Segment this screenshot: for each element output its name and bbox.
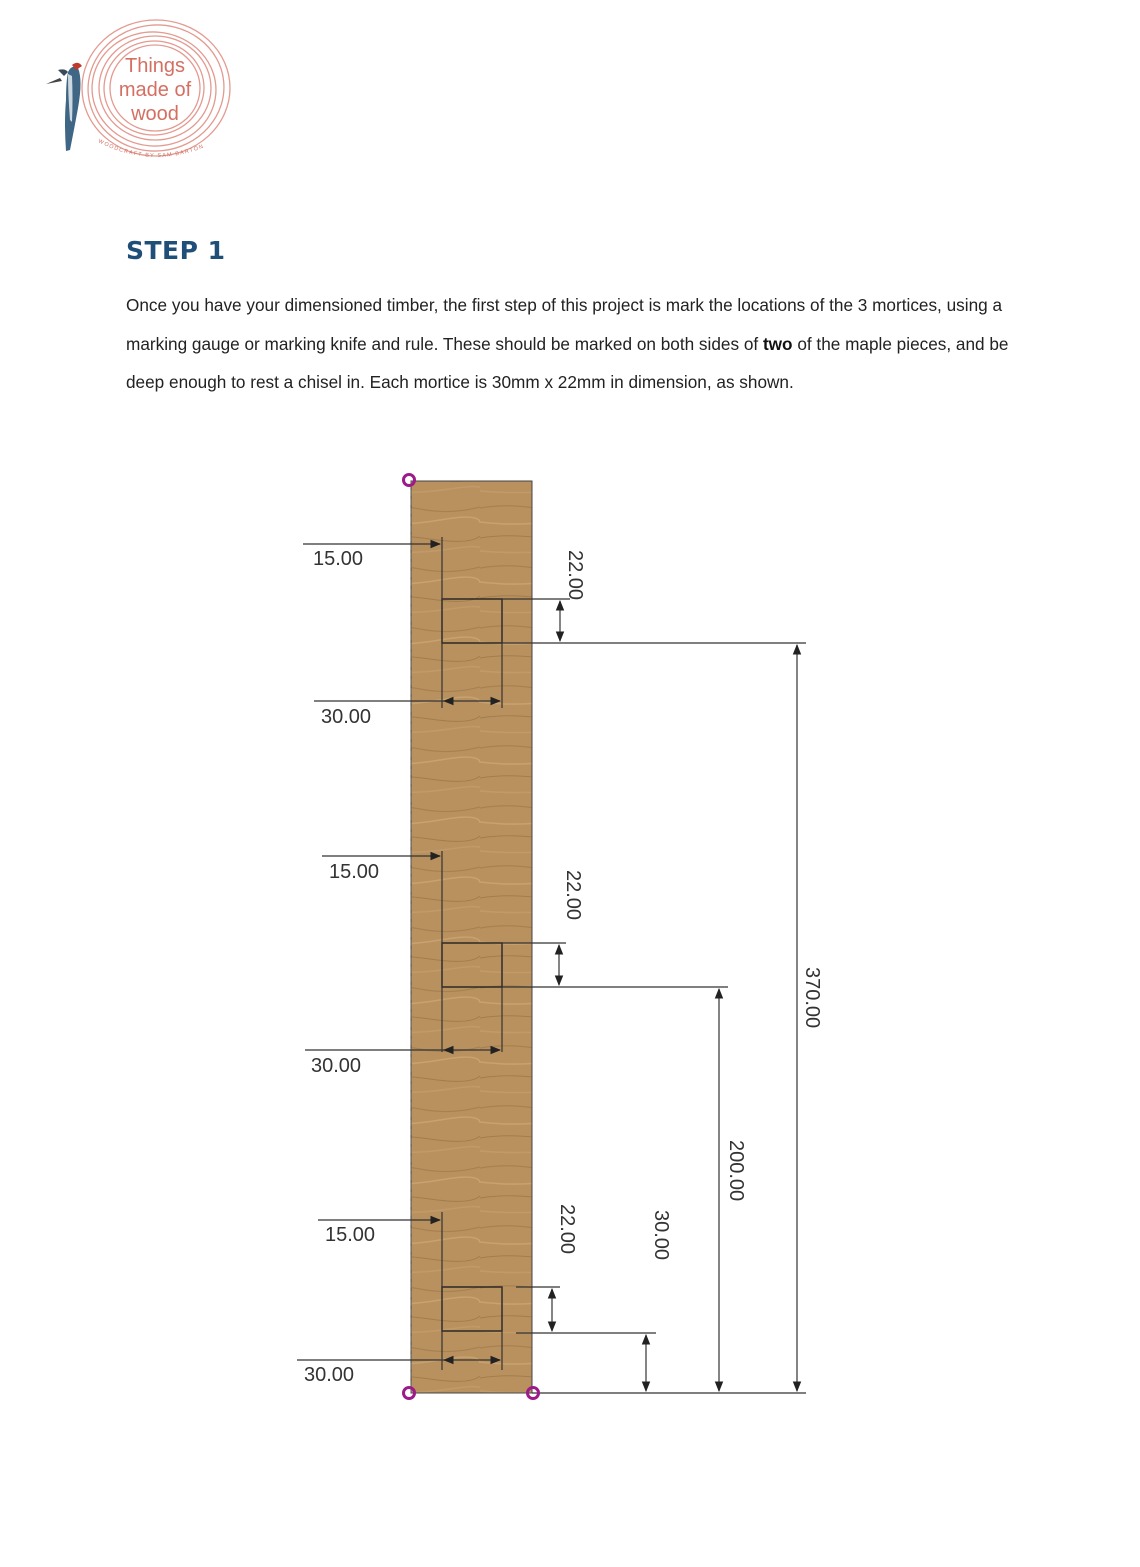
woodpecker-icon (46, 63, 82, 151)
dim-label-height-1: 22.00 (564, 550, 586, 601)
dim-label-height-2: 22.00 (562, 870, 584, 921)
logo (28, 10, 238, 180)
instructions-paragraph (126, 286, 1046, 402)
maple-board (411, 481, 532, 1393)
dimension-lines (297, 537, 806, 1393)
dim-label-top-position: 370.00 (801, 967, 823, 1029)
step-heading: STEP 1 (126, 236, 226, 265)
dim-label-width-1: 30.00 (321, 706, 372, 728)
dim-label-offset-3: 15.00 (325, 1224, 376, 1246)
instructions-emphasis: two (762, 333, 793, 354)
sketch-handle-top-icon (404, 475, 415, 486)
dim-label-width-2: 30.00 (311, 1055, 362, 1077)
dim-label-width-3: 30.00 (304, 1364, 355, 1386)
instructions-text-start: Once you have your dimensioned timber, the first step of this project is mark the locations of the 3 mortices, using a marking gauge or marking knife and rule. These should be marked on both sides of (126, 295, 1003, 354)
timber-drawing (0, 440, 1140, 1440)
dim-label-offset-2: 15.00 (329, 861, 380, 883)
dim-label-middle-position: 200.00 (725, 1140, 747, 1202)
dim-label-offset-1: 15.00 (313, 548, 364, 570)
dim-label-bottom-position: 30.00 (650, 1210, 672, 1261)
logo-text-line1: Things (124, 55, 186, 77)
logo-text-line2: made of (118, 79, 192, 101)
logo-graphic (28, 10, 238, 180)
dim-label-height-3: 22.00 (556, 1204, 578, 1255)
logo-text-line3: wood (131, 103, 179, 125)
instructions-text-end: of the maple pieces, and be deep enough to rest a chisel in. Each mortice is 30mm x 22mm in dimension, as shown. (126, 333, 1009, 393)
logo-tagline: WOODCRAFT BY SAM BARTON (97, 138, 206, 160)
